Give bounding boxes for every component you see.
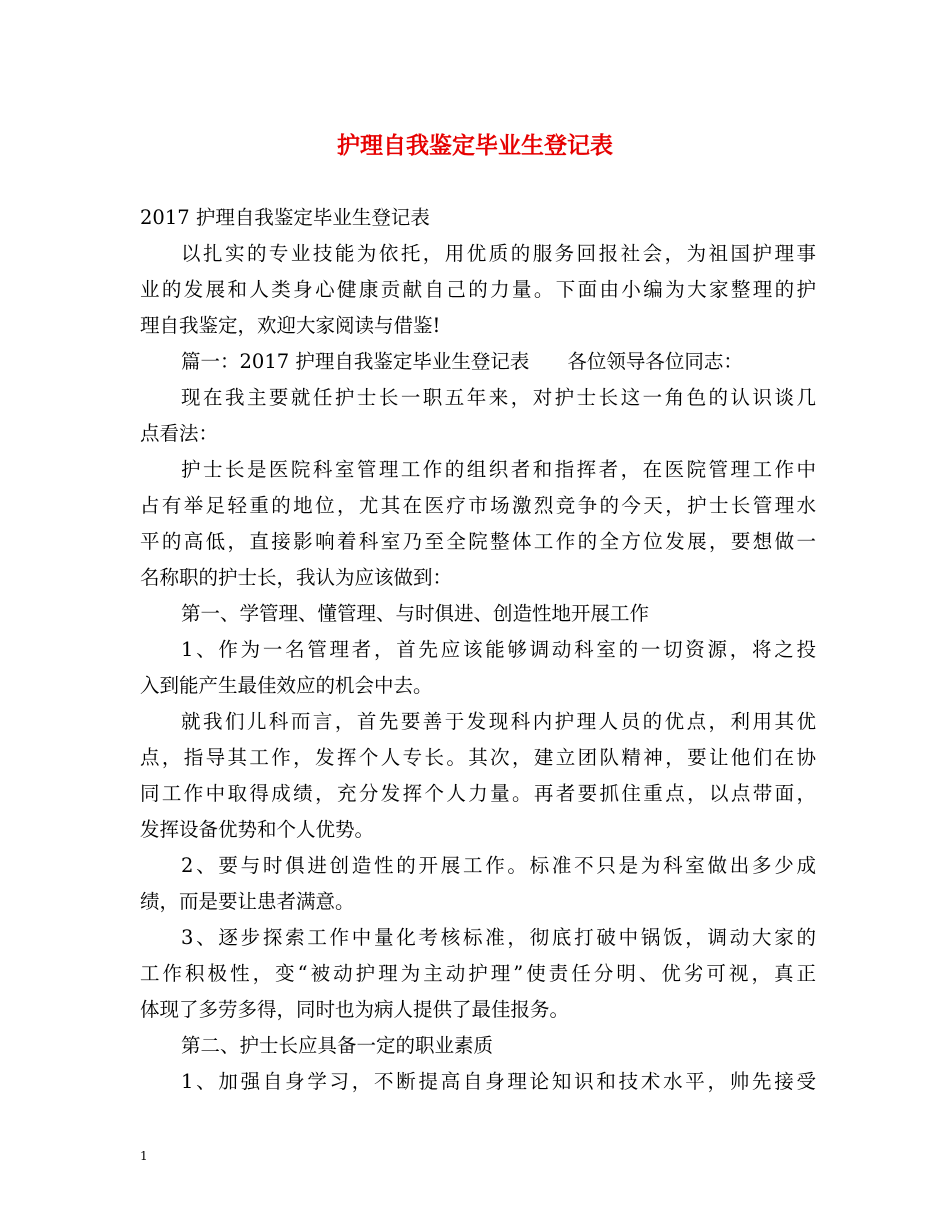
page-number: 1 xyxy=(140,1149,148,1163)
paragraph-line: 就我们儿科而言，首先要善于发现科内护理人员的优点，利用其优 xyxy=(181,710,816,733)
paragraph-line: 护士长是医院科室管理工作的组织者和指挥者，在医院管理工作中 xyxy=(181,458,816,481)
section-heading: 第二、护士长应具备一定的职业素质 xyxy=(181,1034,494,1057)
salutation: 各位领导各位同志： xyxy=(567,350,743,373)
paragraph-line: 1、作为一名管理者，首先应该能够调动科室的一切资源，将之投 xyxy=(181,638,816,661)
document-title: 护理自我鉴定毕业生登记表 xyxy=(337,133,613,159)
paragraph-line: 1、加强自身学习，不断提高自身理论知识和技术水平，帅先接受 xyxy=(181,1070,816,1093)
paragraph-line: 3、逐步探索工作中量化考核标准，彻底打破中锅饭，调动大家的 xyxy=(181,926,816,949)
paragraph-line: 理自我鉴定，欢迎大家阅读与借鉴! xyxy=(140,314,441,337)
paragraph-line: 2、要与时俱进创造性的开展工作。标准不只是为科室做出多少成 xyxy=(181,854,816,877)
paragraph-line: 同工作中取得成绩，充分发挥个人力量。再者要抓住重点，以点带面， xyxy=(140,782,816,805)
paragraph-line: 名称职的护士长，我认为应该做到： xyxy=(140,566,453,589)
paragraph-line: 入到能产生最佳效应的机会中去。 xyxy=(140,674,433,697)
paragraph-line: 点，指导其工作，发挥个人专长。其次，建立团队精神，要让他们在协 xyxy=(140,746,816,769)
paragraph-line: 占有举足轻重的地位，尤其在医疗市场激烈竞争的今天，护士长管理水 xyxy=(140,494,816,517)
section-heading: 第一、学管理、懂管理、与时俱进、创造性地开展工作 xyxy=(181,602,650,625)
paragraph-line: 体现了多劳多得，同时也为病人提供了最佳报务。 xyxy=(140,998,570,1021)
paragraph-line: 业的发展和人类身心健康贡献自己的力量。下面由小编为大家整理的护 xyxy=(140,278,816,301)
document-body xyxy=(140,200,816,1100)
paragraph-line: 工作积极性，变“被动护理为主动护理”使责任分明、优劣可视，真正 xyxy=(140,962,816,985)
subtitle-line: 2017 护理自我鉴定毕业生登记表 xyxy=(140,206,430,229)
paragraph-line: 以扎实的专业技能为依托，用优质的服务回报社会，为祖国护理事 xyxy=(181,242,816,265)
paragraph-line: 平的高低，直接影响着科室乃至全院整体工作的全方位发展，要想做一 xyxy=(140,530,816,553)
paragraph-line: 绩，而是要让患者满意。 xyxy=(140,890,355,913)
section-heading-line xyxy=(140,344,816,380)
paragraph-line: 发挥设备优势和个人优势。 xyxy=(140,818,375,841)
section-heading: 篇一：2017 护理自我鉴定毕业生登记表 xyxy=(181,350,530,373)
paragraph-line: 点看法： xyxy=(140,422,219,445)
paragraph-line: 现在我主要就任护士长一职五年来，对护士长这一角色的认识谈几 xyxy=(181,386,816,409)
